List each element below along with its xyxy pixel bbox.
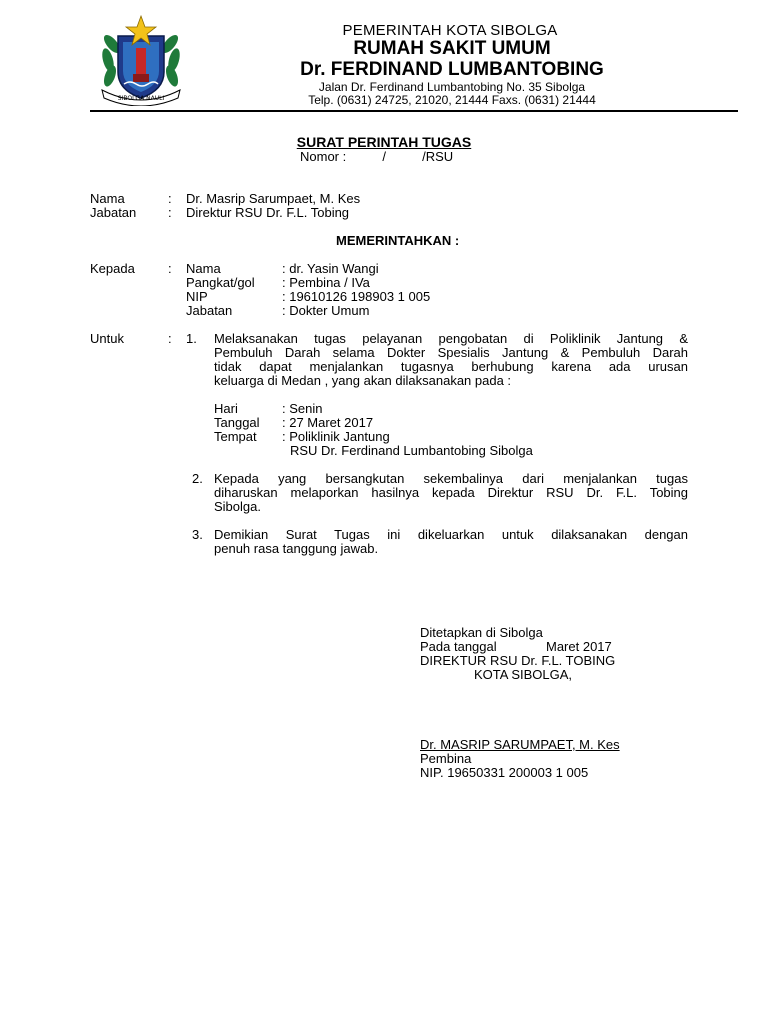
task-1-number: 1. (186, 331, 197, 346)
recipient-colon: : (168, 261, 172, 276)
header-government: PEMERINTAH KOTA SIBOLGA (342, 22, 558, 39)
signature-city: KOTA SIBOLGA, (474, 667, 573, 682)
header-divider (90, 110, 738, 112)
issuer-position-label: Jabatan (90, 205, 137, 220)
task-1-line: Melaksanakan tugas pelayanan pengobatan di Poliklinik Jantung & (214, 331, 688, 346)
signature-name: Dr. MASRIP SARUMPAET, M. Kes (420, 737, 620, 752)
signature-rank: Pembina (420, 751, 472, 766)
task-2-number: 2. (192, 471, 203, 486)
task-1-line: tidak dapat menjalankan tugasnya berhubung karena ada urusan (214, 359, 688, 374)
issuer-name-label: Nama (90, 191, 125, 206)
issuer-name-colon: : (168, 191, 172, 206)
day-value: : Senin (282, 401, 323, 416)
recipient-nip-value: : 19610126 198903 1 005 (282, 289, 431, 304)
recipient-position-label: Jabatan (186, 303, 233, 318)
day-label: Hari (214, 401, 238, 416)
recipient-name-label: Nama (186, 261, 221, 276)
issuer-position-colon: : (168, 205, 172, 220)
tasks-colon: : (168, 331, 172, 346)
place-value: : Poliklinik Jantung (282, 429, 390, 444)
task-1-line: keluarga di Medan , yang akan dilaksanakan pada : (214, 373, 512, 388)
date-value: : 27 Maret 2017 (282, 415, 374, 430)
header-address: Jalan Dr. Ferdinand Lumbantobing No. 35 Sibolga (318, 80, 586, 94)
recipient-nip-label: NIP (186, 289, 208, 304)
recipient-rank-value: : Pembina / IVa (282, 275, 370, 290)
task-3-line: penuh rasa tanggung jawab. (214, 541, 379, 556)
task-3-line: Demikian Surat Tugas ini dikeluarkan untuk dilaksanakan dengan (214, 527, 688, 542)
task-2-paragraph (214, 472, 688, 514)
recipient-name-value: : dr. Yasin Wangi (282, 261, 379, 276)
task-1-line: Pembuluh Darah selama Dokter Spesialis Jantung & Pembuluh Darah (214, 345, 688, 360)
task-2-line: Sibolga. (214, 499, 261, 514)
signature-date-label: Pada tanggal (420, 639, 497, 654)
signature-position: DIREKTUR RSU Dr. F.L. TOBING (420, 653, 616, 668)
task-2-line: diharuskan melaporkan hasilnya kepada Direktur RSU Dr. F.L. Tobing (214, 485, 688, 500)
place-value-line2: RSU Dr. Ferdinand Lumbantobing Sibolga (290, 443, 533, 458)
task-3-paragraph (214, 528, 688, 556)
header-hospital-type: RUMAH SAKIT UMUM (353, 38, 551, 59)
task-3-number: 3. (192, 527, 203, 542)
tasks-label: Untuk (90, 331, 124, 346)
recipient-rank-label: Pangkat/gol (186, 275, 255, 290)
signature-nip: NIP. 19650331 200003 1 005 (420, 765, 589, 780)
issuer-name-value: Dr. Masrip Sarumpaet, M. Kes (186, 191, 361, 206)
recipient-label: Kepada (90, 261, 135, 276)
place-label: Tempat (214, 429, 257, 444)
recipient-position-value: : Dokter Umum (282, 303, 370, 318)
signature-date-value: Maret 2017 (546, 639, 612, 654)
header-hospital-name: Dr. FERDINAND LUMBANTOBING (300, 59, 604, 80)
header-phone: Telp. (0631) 24725, 21020, 21444 Faxs. (0631) 21444 (308, 93, 596, 107)
document-number: Nomor : / /RSU (300, 149, 454, 164)
order-heading: MEMERINTAHKAN : (336, 233, 460, 248)
task-2-line: Kepada yang bersangkutan sekembalinya dari menjalankan tugas (214, 471, 688, 486)
date-label: Tanggal (214, 415, 260, 430)
svg-text:SIBOLGA NAULI: SIBOLGA NAULI (117, 95, 165, 102)
issuer-position-value: Direktur RSU Dr. F.L. Tobing (186, 205, 350, 220)
signature-place: Ditetapkan di Sibolga (420, 625, 543, 640)
task-1-paragraph (214, 332, 688, 388)
document-title: SURAT PERINTAH TUGAS (296, 134, 472, 150)
